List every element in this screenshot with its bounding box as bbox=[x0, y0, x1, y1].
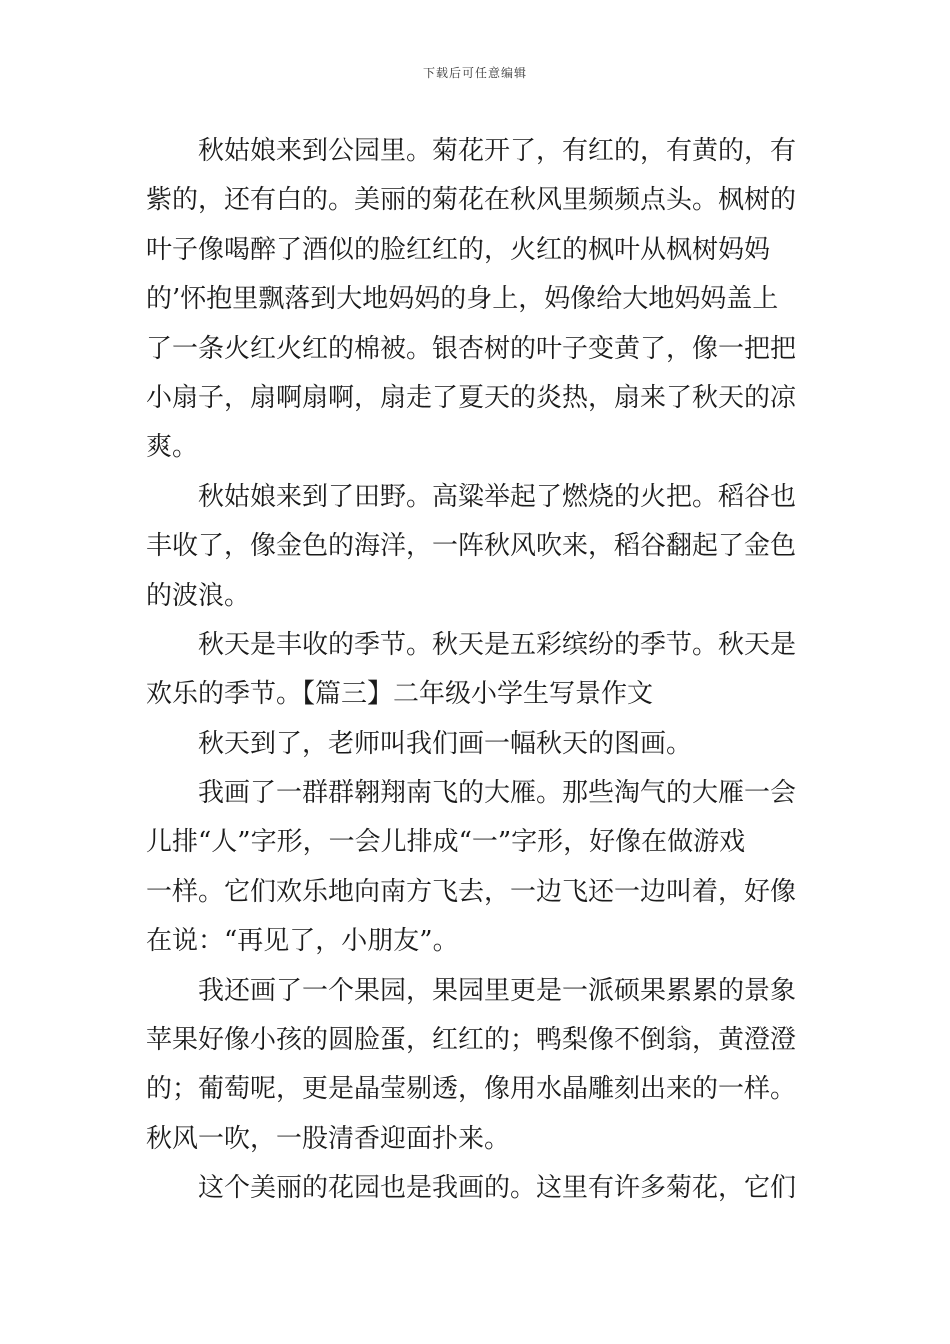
text-line: 秋天是丰收的季节。秋天是五彩缤纷的季节。秋天是 bbox=[198, 629, 797, 660]
text-line: 儿排“人”字形，一会儿排成“一”字形，好像在做游戏 bbox=[146, 827, 746, 858]
text-line: 我画了一群群翱翔南飞的大雁。那些淘气的大雁一会 bbox=[198, 778, 797, 809]
text-line: 苹果好像小孩的圆脸蛋，红红的；鸭梨像不倒翁，黄澄澄 bbox=[146, 1025, 797, 1056]
text-line: 这个美丽的花园也是我画的。这里有许多菊花，它们 bbox=[198, 1173, 797, 1204]
text-line: 一样。它们欢乐地向南方飞去，一边飞还一边叫着，好像 bbox=[146, 876, 797, 907]
text-line: 秋风一吹，一股清香迎面扑来。 bbox=[146, 1123, 511, 1154]
text-line: 丰收了，像金色的海洋，一阵秋风吹来，稻谷翻起了金色 bbox=[146, 531, 797, 562]
text-line: 了一条火红火红的棉被。银杏树的叶子变黄了，像一把把 bbox=[146, 333, 797, 364]
text-line: 小扇子，扇啊扇啊，扇走了夏天的炎热，扇来了秋天的凉 bbox=[146, 382, 797, 413]
document-body bbox=[146, 127, 810, 1214]
text-line: 爽。 bbox=[146, 432, 199, 463]
text-line: 我还画了一个果园，果园里更是一派硕果累累的景象 bbox=[198, 975, 797, 1006]
text-line: 叶子像喝醉了酒似的脸红红的，火红的枫叶从枫树妈妈 bbox=[146, 234, 771, 265]
text-line: 的；葡萄呢，更是晶莹剔透，像用水晶雕刻出来的一样。 bbox=[146, 1074, 797, 1105]
text-line: 的波浪。 bbox=[146, 580, 251, 611]
text-line: 秋天到了，老师叫我们画一幅秋天的图画。 bbox=[198, 728, 693, 759]
page-header: 下载后可任意编辑 bbox=[422, 66, 527, 80]
text-line: 在说：“再见了，小朋友”。 bbox=[146, 926, 459, 957]
text-line: 欢乐的季节。【篇三】二年级小学生写景作文 bbox=[146, 679, 654, 710]
text-line: 的’怀抱里飘落到大地妈妈的身上，妈像给大地妈妈盖上 bbox=[146, 284, 779, 315]
text-line: 紫的，还有白的。美丽的菊花在秋风里频频点头。枫树的 bbox=[146, 185, 797, 216]
text-line: 秋姑娘来到公园里。菊花开了，有红的，有黄的，有 bbox=[198, 136, 797, 166]
text-line: 秋姑娘来到了田野。高粱举起了燃烧的火把。稻谷也 bbox=[198, 481, 797, 512]
